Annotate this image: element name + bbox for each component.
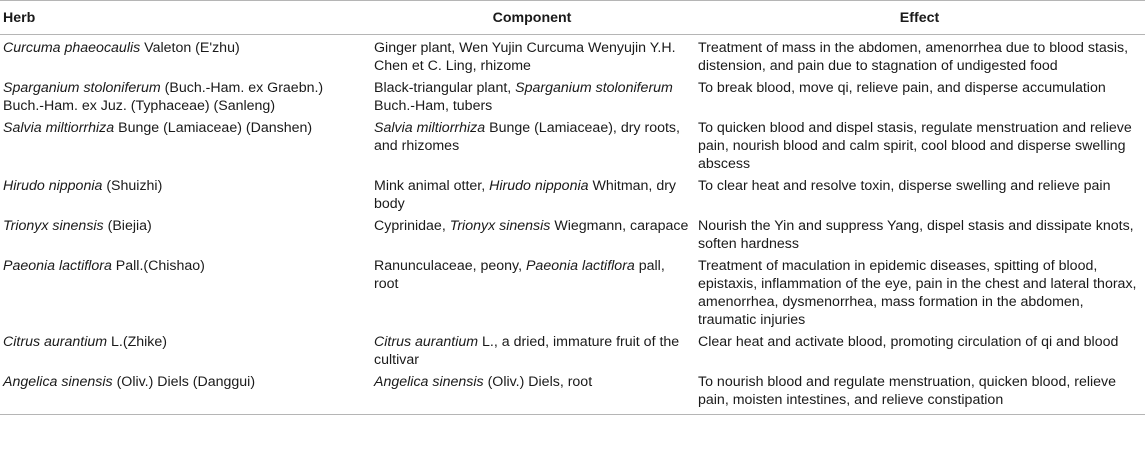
- component-species-name: Paeonia lactiflora: [525, 258, 635, 274]
- header-herb: Herb: [0, 1, 370, 35]
- table-header: [0, 1, 1145, 35]
- component-cell: [370, 329, 694, 369]
- header-effect: Effect: [694, 1, 1145, 35]
- effect-cell: To clear heat and resolve toxin, disperse swelling and relieve pain: [698, 178, 1111, 194]
- herb-species-name: Angelica sinensis: [3, 374, 113, 390]
- component-species-name: Citrus aurantium: [374, 334, 479, 350]
- component-text: Ginger plant, Wen Yujin Curcuma Wenyujin Y.H. Chen et C. Ling, rhizome: [374, 40, 680, 74]
- herb-cell: [0, 35, 370, 76]
- component-text: Bunge (Lamiaceae), dry roots, and rhizomes: [374, 120, 684, 154]
- table-body: [0, 35, 1145, 415]
- herb-species-name: Salvia miltiorrhiza: [3, 120, 115, 136]
- herb-authority: (Oliv.) Diels (Danggui): [112, 374, 256, 390]
- component-cell: [370, 213, 694, 253]
- effect-cell: To nourish blood and regulate menstruation, quicken blood, relieve pain, moisten intestines, and relieve constipation: [694, 369, 1145, 415]
- component-text: Mink animal otter,: [374, 178, 490, 194]
- header-component: Component: [370, 1, 694, 35]
- herb-authority: L.(Zhike): [107, 334, 168, 350]
- effect-cell: Nourish the Yin and suppress Yang, dispel stasis and dissipate knots, soften hardness: [698, 218, 1134, 252]
- herb-species-name: Trionyx sinensis: [3, 218, 104, 234]
- component-species-name: Sparganium stoloniferum: [515, 80, 673, 96]
- component-text: Whitman, dry body: [374, 178, 680, 212]
- component-cell: [370, 115, 694, 173]
- table-row: [0, 329, 1145, 369]
- herb-authority: (Shuizhi): [102, 178, 163, 194]
- component-species-name: Hirudo nipponia: [489, 178, 589, 194]
- herb-species-name: Sparganium stoloniferum: [3, 80, 161, 96]
- herb-authority: Bunge (Lamiaceae) (Danshen): [114, 120, 313, 136]
- table-row: [0, 213, 1145, 253]
- effect-cell: Treatment of maculation in epidemic diseases, spitting of blood, epistaxis, inflammation of the eye, pain in the chest and lateral thorax, amenorrhea, dysmenorrhea, mass formation in the abdomen, traumatic injuries: [698, 258, 1137, 328]
- component-text: Cyprinidae,: [374, 218, 450, 234]
- table-row: [0, 35, 1145, 76]
- table-row: [0, 75, 1145, 115]
- herb-species-name: Citrus aurantium: [3, 334, 108, 350]
- header-row: [0, 1, 1145, 35]
- table-row: [0, 115, 1145, 173]
- herb-authority: Pall.(Chishao): [111, 258, 205, 274]
- component-text: (Oliv.) Diels, root: [483, 374, 593, 390]
- herb-species-name: Curcuma phaeocaulis: [3, 40, 141, 56]
- effect-cell: To break blood, move qi, relieve pain, and disperse accumulation: [698, 80, 1106, 96]
- herb-species-name: Hirudo nipponia: [3, 178, 103, 194]
- herb-authority: (Biejia): [103, 218, 152, 234]
- component-text: Buch.-Ham, tubers: [374, 80, 677, 114]
- component-cell: [370, 75, 694, 115]
- component-species-name: Angelica sinensis: [374, 374, 484, 390]
- component-text: L., a dried, immature fruit of the cultivar: [374, 334, 684, 368]
- herb-cell: [0, 369, 370, 415]
- herb-cell: [0, 115, 370, 173]
- table-row: [0, 253, 1145, 329]
- herb-cell: [0, 173, 370, 213]
- herb-cell: [0, 253, 370, 329]
- herb-species-name: Paeonia lactiflora: [3, 258, 112, 274]
- table-row: [0, 173, 1145, 213]
- component-cell: [370, 369, 694, 415]
- component-cell: [370, 173, 694, 213]
- component-text: Black-triangular plant,: [374, 80, 516, 96]
- effect-cell: Treatment of mass in the abdomen, amenorrhea due to blood stasis, distension, and pain due to stagnation of undigested food: [698, 40, 1129, 74]
- effect-cell: Clear heat and activate blood, promoting circulation of qi and blood: [698, 334, 1119, 350]
- herb-authority: (Buch.-Ham. ex Graebn.) Buch.-Ham. ex Juz. (Typhaceae) (Sanleng): [3, 80, 328, 114]
- effect-cell: To quicken blood and dispel stasis, regulate menstruation and relieve pain, nourish blood and calm spirit, cool blood and disperse swelling abscess: [698, 120, 1132, 172]
- herb-cell: [0, 213, 370, 253]
- herb-cell: [0, 329, 370, 369]
- component-text: Wiegmann, carapace: [550, 218, 689, 234]
- component-cell: [370, 253, 694, 329]
- component-species-name: Salvia miltiorrhiza: [374, 120, 486, 136]
- component-text: Ranunculaceae, peony,: [374, 258, 526, 274]
- herb-authority: Valeton (E'zhu): [140, 40, 240, 56]
- component-text: pall, root: [374, 258, 669, 292]
- herb-cell: [0, 75, 370, 115]
- table-row: [0, 369, 1145, 415]
- component-species-name: Trionyx sinensis: [449, 218, 551, 234]
- component-cell: [370, 35, 694, 76]
